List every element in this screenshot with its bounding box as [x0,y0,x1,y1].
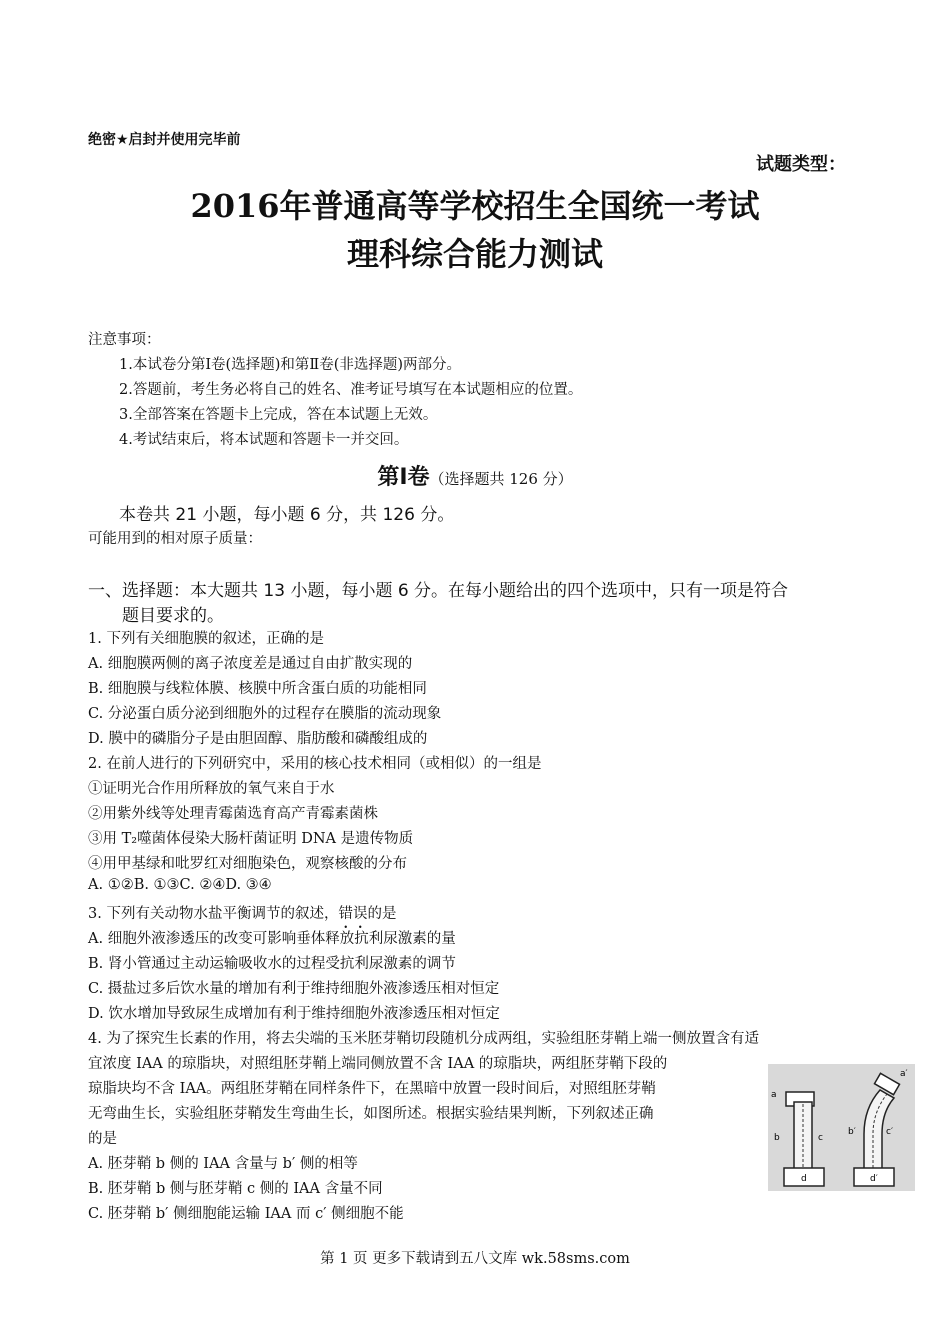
notes-title: 注意事项： [88,332,161,348]
label-c-prime: c′ [886,1127,893,1137]
question-option: B. 肾小管通过主动运输吸收水的过程受抗利尿激素的调节 [88,956,456,972]
question-stem: 无弯曲生长，实验组胚芽鞘发生弯曲生长，如图所述。根据实验结果判断，下列叙述正确 [88,1106,654,1122]
question-stem: 琼脂块均不含 IAA。两组胚芽鞘在同样条件下，在黑暗中放置一段时间后，对照组胚芽鞘 [88,1081,656,1097]
section1-heading: 一、选择题：本大题共 13 小题，每小题 6 分。在每小题给出的四个选项中，只有一项是符合 [88,581,789,601]
question-option: A. 细胞膜两侧的离子浓度差是通过自由扩散实现的 [88,656,413,672]
part1-heading-main: 第Ⅰ卷 [377,465,430,490]
atomic-mass-label: 可能用到的相对原子质量： [88,531,262,547]
note-item: 4.考试结束后，将本试题和答题卡一并交回。 [119,432,409,448]
question-options: A. ①②B. ①③C. ②④D. ③④ [88,877,272,893]
question-option: C. 分泌蛋白质分泌到细胞外的过程存在膜脂的流动现象 [88,706,442,722]
question-type-label: 试题类型： [756,154,846,175]
question-stem [88,902,396,923]
question-option: D. 膜中的磷脂分子是由胆固醇、脂肪酸和磷酸组成的 [88,731,428,747]
q3-stem-post: 的是 [367,906,397,922]
exam-title: 2016年普通高等学校招生全国统一考试 [190,187,760,225]
note-item: 3.全部答案在答题卡上完成，答在本试题上无效。 [119,407,438,423]
label-d: d [801,1174,807,1184]
question-stem: 1. 下列有关细胞膜的叙述，正确的是 [88,631,324,647]
page-footer: 第 1 页 更多下载请到五八文库 wk.58sms.com [320,1251,630,1267]
q3-stem-pre: 3. 下列有关动物水盐平衡调节的叙述， [88,906,339,922]
confidential-label: 绝密★启封并使用完毕前 [88,132,241,148]
part1-heading-note: （选择题共 126 分） [429,470,573,488]
emphasis-char: 误 [352,906,368,922]
question-option: A. 细胞外液渗透压的改变可影响垂体释放抗利尿激素的量 [88,931,456,947]
note-item: 2.答题前，考生务必将自己的姓名、准考证号填写在本试题相应的位置。 [119,382,583,398]
question-option: B. 胚芽鞘 b 侧与胚芽鞘 c 侧的 IAA 含量不同 [88,1181,383,1197]
question-item: ①证明光合作用所释放的氧气来自于水 [88,781,335,797]
question-item: ④用甲基绿和吡罗红对细胞染色，观察核酸的分布 [88,856,407,872]
question-option: C. 摄盐过多后饮水量的增加有利于维持细胞外液渗透压相对恒定 [88,981,500,997]
question-stem: 的是 [88,1131,117,1147]
question-option: B. 细胞膜与线粒体膜、核膜中所含蛋白质的功能相同 [88,681,427,697]
coleoptile-figure [768,1064,915,1191]
exam-subtitle: 理科综合能力测试 [346,235,603,273]
emphasis-char: 错 [338,906,353,922]
note-item: 1.本试卷分第Ⅰ卷(选择题)和第Ⅱ卷(非选择题)两部分。 [119,357,462,373]
label-b: b [774,1133,780,1143]
question-item: ②用紫外线等处理青霉菌选育高产青霉素菌株 [88,806,378,822]
question-stem: 4. 为了探究生长素的作用，将去尖端的玉米胚芽鞘切段随机分成两组，实验组胚芽鞘上端一侧放置含有适 [88,1031,759,1047]
part1-heading [0,460,950,491]
question-option: D. 饮水增加导致尿生成增加有利于维持细胞外液渗透压相对恒定 [88,1006,500,1022]
part1-intro: 本卷共 21 小题，每小题 6 分，共 126 分。 [119,505,455,525]
question-option: C. 胚芽鞘 b′ 侧细胞能运输 IAA 而 c′ 侧细胞不能 [88,1206,404,1222]
section1-heading-cont: 题目要求的。 [122,606,224,626]
question-option: A. 胚芽鞘 b 侧的 IAA 含量与 b′ 侧的相等 [88,1156,358,1172]
question-stem: 宜浓度 IAA 的琼脂块，对照组胚芽鞘上端同侧放置不含 IAA 的琼脂块，两组胚芽鞘下段的 [88,1056,668,1072]
label-a: a [771,1090,777,1100]
question-stem: 2. 在前人进行的下列研究中，采用的核心技术相同（或相似）的一组是 [88,756,542,772]
label-b-prime: b′ [848,1127,856,1137]
label-a-prime: a′ [900,1069,908,1079]
label-c: c [818,1133,823,1143]
label-d-prime: d′ [870,1174,878,1184]
question-item: ③用 T₂噬菌体侵染大肠杆菌证明 DNA 是遗传物质 [88,831,414,847]
